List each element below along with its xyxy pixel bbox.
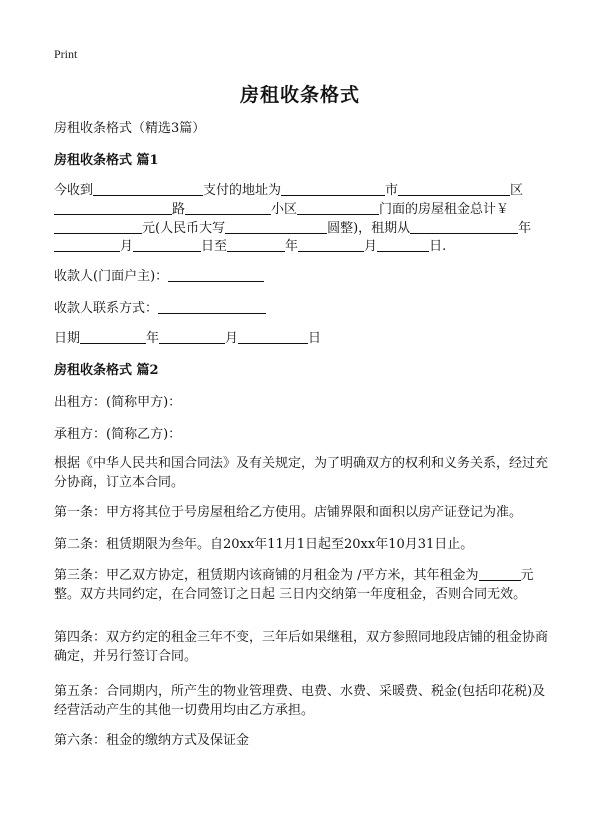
blank-payee[interactable] [168, 268, 264, 282]
contact-line [54, 300, 266, 317]
lessee-line: 承租方：(简称乙方)： [54, 427, 182, 442]
receipt-line-1 [54, 182, 523, 199]
receipt-line-2 [54, 201, 509, 218]
blank-annual-rent[interactable] [479, 567, 521, 581]
text: 日期 [54, 331, 81, 346]
blank-date-day[interactable] [238, 330, 308, 344]
payee-line [54, 268, 264, 285]
contract-clause-5: 第五条：合同期内，所产生的物业管理费、电费、水费、采暖费、税金(包括印花税)及经营活动产生的其他一切费用均由乙方承担。 [54, 684, 546, 718]
text: 小区 [271, 202, 298, 217]
text: 支付的地址为 [203, 183, 282, 198]
text: 路 [172, 202, 186, 217]
blank-end-month[interactable] [298, 238, 364, 252]
blank-end-year[interactable] [227, 238, 285, 252]
text: 月 [225, 331, 239, 346]
text: 元整。双方共同约定，在合同签订之日起 三日内交纳第一年度租金，否则合同无效。 [54, 568, 534, 602]
blank-start-day[interactable] [133, 238, 201, 252]
contract-clause-2: 第二条：租赁期限为叁年。自20xx年11月1日起至20xx年10月31日止。 [54, 537, 474, 552]
print-link[interactable]: Print [54, 47, 78, 61]
text: 月 [120, 239, 134, 254]
contact-label: 收款人联系方式： [54, 301, 159, 316]
contract-clause-6: 第六条：租金的缴纳方式及保证金 [54, 733, 250, 748]
lessor-line: 出租方：(简称甲方)： [54, 395, 182, 410]
text: 今收到 [54, 183, 94, 198]
text: 圆整)，租期从 [327, 221, 411, 236]
text: 市 [385, 183, 399, 198]
text: 元(人民币大写 [142, 221, 226, 236]
receipt-line-3 [54, 220, 531, 237]
section1-heading: 房租收条格式 篇1 [54, 153, 159, 168]
text: 门面的房屋租金总计￥ [379, 202, 510, 217]
blank-contact[interactable] [158, 300, 266, 314]
text: 区 [510, 183, 524, 198]
subtitle: 房租收条格式（精选3篇） [54, 121, 206, 136]
text: 日 [308, 331, 322, 346]
contract-paragraph: 根据《中华人民共和国合同法》及有关规定，为了明确双方的权利和义务关系，经过充分协商，订立本合同。 [54, 456, 549, 490]
text: 年 [146, 331, 160, 346]
blank-start-month[interactable] [54, 238, 120, 252]
text: 日至 [201, 239, 228, 254]
contract-clause-1: 第一条：甲方将其位于号房屋租给乙方使用。店铺界限和面积以房产证登记为准。 [54, 505, 523, 520]
blank-community[interactable] [185, 201, 271, 215]
section2-heading: 房租收条格式 篇2 [54, 363, 159, 378]
text: 日. [429, 239, 447, 254]
blank-road-name[interactable] [54, 201, 172, 215]
contract-clause-4: 第四条：双方约定的租金三年不变，三年后如果继租，双方参照同地段店铺的租金协商确定，并另行签订合同。 [54, 630, 549, 664]
text: 年 [518, 221, 532, 236]
blank-amount[interactable] [54, 220, 142, 234]
receipt-line-4 [54, 238, 446, 255]
date-line [54, 330, 321, 347]
text: 月 [364, 239, 378, 254]
page-title: 房租收条格式 [239, 84, 360, 106]
blank-end-day[interactable] [377, 238, 429, 252]
blank-address[interactable] [281, 182, 385, 196]
blank-date-year[interactable] [80, 330, 146, 344]
payee-label: 收款人(门面户主)： [54, 269, 169, 284]
blank-district[interactable] [398, 182, 510, 196]
blank-date-month[interactable] [159, 330, 225, 344]
text: 第三条：甲乙双方协定，租赁期内该商铺的月租金为 /平方米，其年租金为 [54, 568, 479, 583]
contract-clause-3 [54, 566, 550, 604]
blank-shop[interactable] [297, 201, 379, 215]
blank-start-year[interactable] [410, 220, 518, 234]
text: 年 [285, 239, 299, 254]
blank-amount-words[interactable] [225, 220, 327, 234]
blank-payer[interactable] [93, 182, 203, 196]
